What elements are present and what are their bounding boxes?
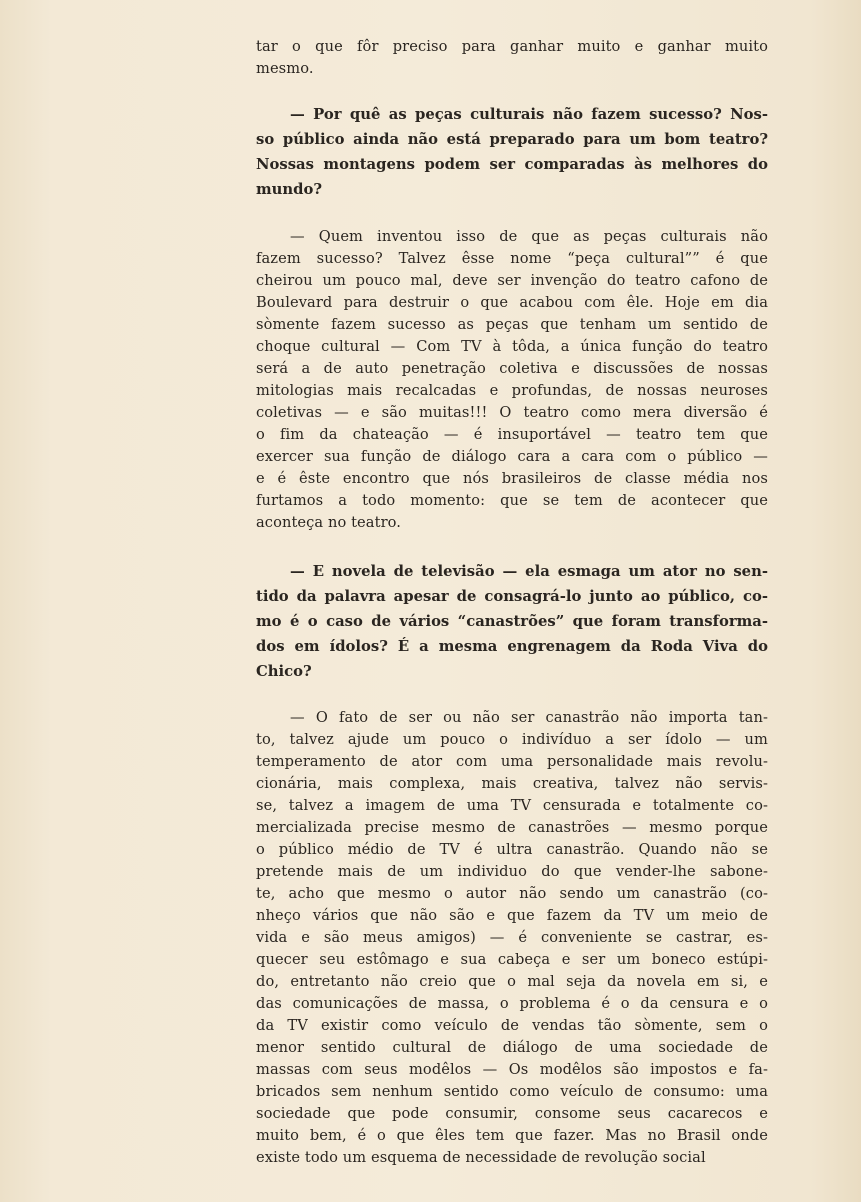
text-line: cionária, mais complexa, mais creativa, talvez não servis-: [256, 775, 768, 792]
text-line: exercer sua função de diálogo cara a cara com o público —: [256, 448, 768, 465]
text-line: menor sentido cultural de diálogo de uma sociedade de: [256, 1039, 768, 1056]
text-line: nheço vários que não são e que fazem da TV um meio de: [256, 907, 768, 924]
question-tv-novela: [256, 559, 768, 684]
text-line: quecer seu estômago e sua cabeça e ser um boneco estúpi-: [256, 951, 768, 968]
text-line: mercializada precise mesmo de canastrões — mesmo porque: [256, 819, 768, 836]
text-line: dos em ídolos? É a mesma engrenagem da Roda Viva do: [256, 638, 768, 655]
text-line: te, acho que mesmo o autor não sendo um canastrão (co-: [256, 885, 768, 902]
text-line: mesmo.: [256, 60, 314, 77]
text-line: sociedade que pode consumir, consome seus cacarecos e: [256, 1105, 768, 1122]
paragraph-answer-cultural-plays: [256, 226, 768, 534]
text-line: Chico?: [256, 663, 312, 680]
text-line: massas com seus modêlos — Os modêlos são impostos e fa-: [256, 1061, 768, 1078]
text-line: da TV existir como veículo de vendas tão sòmente, sem o: [256, 1017, 768, 1034]
text-line: so público ainda não está preparado para um bom teatro?: [256, 131, 768, 148]
text-line: Nossas montagens podem ser comparadas às melhores do: [256, 156, 768, 173]
text-line: — Por quê as peças culturais não fazem sucesso? Nos-: [290, 106, 768, 123]
text-line: muito bem, é o que êles tem que fazer. Mas no Brasil onde: [256, 1127, 768, 1144]
text-line: Boulevard para destruir o que acabou com êle. Hoje em dia: [256, 294, 768, 311]
question-cultural-plays: [256, 102, 768, 202]
text-line: tido da palavra apesar de consagrá-lo junto ao público, co-: [256, 588, 768, 605]
text-line: o fim da chateação — é insuportável — teatro tem que: [256, 426, 768, 443]
text-line: — Quem inventou isso de que as peças culturais não: [290, 228, 768, 245]
text-line: sòmente fazem sucesso as peças que tenham um sentido de: [256, 316, 768, 333]
text-line: existe todo um esquema de necessidade de revolução social: [256, 1149, 706, 1166]
text-line: to, talvez ajude um pouco o indivíduo a ser ídolo — um: [256, 731, 768, 748]
text-line: será a de auto penetração coletiva e discussões de nossas: [256, 360, 768, 377]
text-line: — O fato de ser ou não ser canastrão não importa tan-: [290, 709, 768, 726]
text-line: fazem sucesso? Talvez êsse nome “peça cultural”” é que: [256, 250, 768, 267]
text-line: e é êste encontro que nós brasileiros de classe média nos: [256, 470, 768, 487]
text-line: mo é o caso de vários “canastrões” que foram transforma-: [256, 613, 768, 630]
text-line: pretende mais de um individuo do que vender-lhe sabone-: [256, 863, 768, 880]
text-line: coletivas — e são muitas!!! O teatro como mera diversão é: [256, 404, 768, 421]
text-line: — E novela de televisão — ela esmaga um ator no sen-: [290, 563, 768, 580]
text-line: cheirou um pouco mal, deve ser invenção do teatro cafono de: [256, 272, 768, 289]
text-line: o público médio de TV é ultra canastrão. Quando não se: [256, 841, 768, 858]
text-line: do, entretanto não creio que o mal seja da novela em si, e: [256, 973, 768, 990]
text-line: furtamos a todo momento: que se tem de acontecer que: [256, 492, 768, 509]
text-line: aconteça no teatro.: [256, 514, 402, 531]
text-line: mitologias mais recalcadas e profundas, de nossas neuroses: [256, 382, 768, 399]
text-line: temperamento de ator com uma personalidade mais revolu-: [256, 753, 768, 770]
text-line: mundo?: [256, 181, 323, 198]
paragraph-answer-intro: [256, 36, 768, 80]
text-line: se, talvez a imagem de uma TV censurada e totalmente co-: [256, 797, 768, 814]
text-line: choque cultural — Com TV à tôda, a única função do teatro: [256, 338, 768, 355]
paragraph-answer-tv-novela: [256, 707, 768, 1169]
text-line: bricados sem nenhum sentido como veículo de consumo: uma: [256, 1083, 768, 1100]
text-line: vida e são meus amigos) — é conveniente se castrar, es-: [256, 929, 768, 946]
text-line: tar o que fôr preciso para ganhar muito e ganhar muito: [256, 38, 768, 55]
text-line: das comunicações de massa, o problema é o da censura e o: [256, 995, 768, 1012]
